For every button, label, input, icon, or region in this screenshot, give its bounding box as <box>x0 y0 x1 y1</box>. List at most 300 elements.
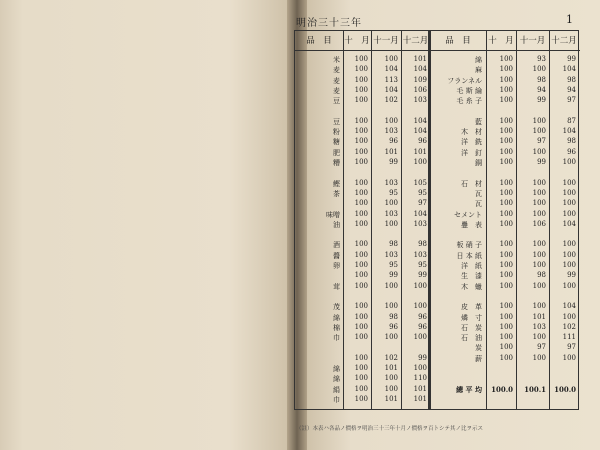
cell-oct: 100 <box>499 188 513 197</box>
cell-nov: 100 <box>532 353 546 362</box>
row-item-name: 綿 <box>333 313 340 322</box>
table-row <box>430 292 580 302</box>
cell-oct: 100 <box>354 55 368 63</box>
cell-oct: 100 <box>499 343 513 352</box>
table-row <box>295 261 430 271</box>
cell-nov: 97 <box>537 343 546 352</box>
table-row <box>430 137 580 147</box>
cell-oct: 100 <box>354 302 368 311</box>
cell-nov: 104 <box>384 85 398 94</box>
cell-oct: 100 <box>354 333 368 342</box>
cell-oct: 100 <box>499 261 513 269</box>
left-page <box>0 0 287 450</box>
cell-dec: 98 <box>567 75 576 84</box>
table-row <box>295 179 430 189</box>
row-item-name: 糟 <box>333 159 340 167</box>
table-row <box>295 385 430 395</box>
cell-nov: 100 <box>384 219 398 228</box>
cell-oct: 100 <box>354 353 368 362</box>
table-row <box>430 364 580 374</box>
table-row <box>430 117 580 127</box>
col-dec: 十二月 <box>402 36 429 46</box>
table-row <box>295 168 430 178</box>
cell-dec: 104 <box>562 302 576 311</box>
cell-dec: 100 <box>562 158 576 166</box>
col-oct: 十 月 <box>344 36 370 46</box>
cell-dec: 95 <box>418 261 427 269</box>
table-row <box>430 199 580 209</box>
cell-nov: 100.1 <box>524 384 546 394</box>
cell-nov: 101 <box>532 312 546 321</box>
row-item-name: 豆 <box>333 117 340 126</box>
row-item-name: セメント <box>454 210 482 219</box>
row-item-name: 石 炭 <box>461 323 482 332</box>
cell-dec: 100 <box>562 209 576 218</box>
row-item-name: 肥 <box>333 148 340 157</box>
cell-nov: 100 <box>532 261 546 269</box>
table-row <box>295 107 430 117</box>
table-row <box>430 65 580 75</box>
cell-dec: 103 <box>413 250 427 259</box>
table-row <box>430 271 580 281</box>
row-item-name: 瓦 <box>475 200 482 209</box>
row-item-name: 糖 <box>333 138 340 147</box>
col-nov: 十一月 <box>373 36 399 46</box>
table-row <box>295 117 430 127</box>
table-row <box>430 240 580 250</box>
cell-oct: 100 <box>354 374 368 383</box>
table-row <box>295 127 430 137</box>
cell-oct: 100 <box>354 250 368 259</box>
cell-nov: 101 <box>384 147 398 156</box>
table-row <box>295 271 430 281</box>
cell-oct: 100 <box>499 240 513 249</box>
cell-dec: 104 <box>413 65 427 74</box>
cell-dec: 100 <box>562 312 576 321</box>
cell-dec: 97 <box>567 96 576 105</box>
cell-nov: 100 <box>532 116 546 125</box>
cell-nov: 100 <box>532 240 546 249</box>
cell-nov: 99 <box>389 271 398 280</box>
table-row <box>430 354 580 364</box>
row-item-name: 綿 <box>333 365 340 373</box>
cell-dec: 100 <box>562 199 576 208</box>
table-row <box>430 220 580 230</box>
table-row <box>430 302 580 312</box>
cell-oct: 100 <box>499 96 513 105</box>
cell-nov: 100 <box>384 384 398 393</box>
cell-dec: 98 <box>418 240 427 249</box>
cell-oct: 100 <box>499 312 513 321</box>
cell-oct: 100 <box>354 147 368 156</box>
col-oct: 十 月 <box>488 36 514 46</box>
row-item-name: 銅 <box>475 159 482 167</box>
cell-dec: 99 <box>567 55 576 63</box>
cell-oct: 100 <box>499 199 513 208</box>
cell-oct: 100 <box>354 116 368 125</box>
col-nov: 十一月 <box>519 36 546 46</box>
cell-dec: 104 <box>413 116 427 125</box>
cell-nov: 100 <box>384 281 398 290</box>
row-item-name: 洋 釘 <box>461 148 482 157</box>
cell-dec: 87 <box>567 116 576 125</box>
table-row <box>295 65 430 75</box>
cell-dec: 96 <box>418 137 427 146</box>
cell-dec: 100 <box>562 250 576 259</box>
table-row <box>430 343 580 353</box>
cell-dec: 100 <box>562 188 576 197</box>
row-item-name: 茸 <box>333 282 340 291</box>
cell-dec: 102 <box>562 322 576 331</box>
cell-dec: 99 <box>418 271 427 280</box>
cell-dec: 104 <box>413 209 427 218</box>
cell-oct: 100 <box>354 281 368 290</box>
cell-nov: 100 <box>532 302 546 311</box>
table-row <box>295 302 430 312</box>
cell-nov: 103 <box>532 322 546 331</box>
table-row <box>295 313 430 323</box>
table-row <box>430 251 580 261</box>
cell-nov: 100 <box>532 127 546 136</box>
cell-nov: 99 <box>389 158 398 166</box>
cell-nov: 95 <box>389 188 398 197</box>
row-item-name: 石 油 <box>461 334 482 343</box>
cell-oct: 100 <box>499 209 513 218</box>
cell-oct: 100 <box>499 250 513 259</box>
row-item-name: 綿 <box>475 56 482 64</box>
row-item-name: 木 蠟 <box>461 282 482 291</box>
row-item-name: 絹 <box>333 385 340 394</box>
table-row <box>430 323 580 333</box>
cell-dec: 96 <box>418 322 427 331</box>
cell-dec: 100 <box>413 302 427 311</box>
cell-oct: 100 <box>499 281 513 290</box>
cell-oct: 100 <box>354 127 368 136</box>
cell-nov: 96 <box>389 137 398 146</box>
cell-oct: 100 <box>499 271 513 280</box>
cell-oct: 100 <box>354 261 368 269</box>
row-item-name: 石 材 <box>461 179 482 188</box>
cell-dec: 94 <box>567 85 576 94</box>
cell-nov: 104 <box>384 65 398 74</box>
cell-nov: 97 <box>537 137 546 146</box>
cell-nov: 93 <box>537 55 546 63</box>
table-row <box>295 323 430 333</box>
row-item-name: 藍 <box>475 117 482 126</box>
row-item-name: 米 <box>333 56 340 64</box>
table-row <box>430 158 580 168</box>
cell-oct: 100 <box>499 322 513 331</box>
row-item-name: 巾 <box>333 395 340 404</box>
table-row <box>295 158 430 168</box>
table-row <box>295 374 430 384</box>
row-item-name: 卵 <box>333 262 340 270</box>
cell-oct: 100 <box>354 178 368 187</box>
cell-oct: 100 <box>499 333 513 342</box>
cell-dec: 105 <box>413 178 427 187</box>
table-row <box>295 292 430 302</box>
cell-nov: 101 <box>384 394 398 403</box>
row-item-name: 瓦 <box>475 189 482 198</box>
cell-oct: 100 <box>354 158 368 166</box>
cell-nov: 98 <box>537 271 546 280</box>
table-row <box>430 127 580 137</box>
table-row <box>295 282 430 292</box>
cell-dec: 99 <box>418 353 427 362</box>
row-item-name: 燐 寸 <box>461 313 482 322</box>
row-item-name: 麦 <box>333 76 340 85</box>
row-item-name: 毛 斯 綸 <box>456 86 482 95</box>
cell-nov: 106 <box>532 219 546 228</box>
table-header-right <box>430 31 580 51</box>
cell-oct: 100 <box>354 240 368 249</box>
cell-dec: 100 <box>562 240 576 249</box>
cell-nov: 100 <box>532 65 546 74</box>
table-row <box>430 96 580 106</box>
table-row <box>430 374 580 384</box>
row-item-name: 總 平 均 <box>456 384 482 394</box>
cell-nov: 96 <box>389 322 398 331</box>
cell-dec: 100.0 <box>554 384 576 394</box>
cell-nov: 103 <box>384 250 398 259</box>
cell-dec: 109 <box>413 75 427 84</box>
price-table-right <box>429 30 579 410</box>
table-row <box>295 230 430 240</box>
table-row <box>430 282 580 292</box>
cell-dec: 104 <box>562 127 576 136</box>
row-item-name: 酒 <box>333 241 340 250</box>
table-row <box>295 189 430 199</box>
cell-nov: 98 <box>537 75 546 84</box>
cell-nov: 100 <box>532 147 546 156</box>
cell-dec: 103 <box>413 96 427 105</box>
row-item-name: 生 漆 <box>461 272 482 281</box>
cell-dec: 106 <box>413 85 427 94</box>
table-row <box>295 354 430 364</box>
page-number: 1 <box>566 13 573 26</box>
table-row <box>295 240 430 250</box>
cell-dec: 100 <box>413 333 427 342</box>
cell-dec: 100 <box>413 281 427 290</box>
cell-dec: 100 <box>413 158 427 166</box>
row-item-name: 皮 革 <box>461 303 482 312</box>
row-item-name: 鰹 <box>333 179 340 188</box>
cell-dec: 96 <box>567 147 576 156</box>
cell-dec: 110 <box>413 374 427 383</box>
cell-nov: 100 <box>384 333 398 342</box>
table-row <box>430 76 580 86</box>
cell-nov: 98 <box>389 312 398 321</box>
cell-dec: 99 <box>567 271 576 280</box>
cell-nov: 100 <box>384 302 398 311</box>
table-row <box>430 107 580 117</box>
table-row <box>295 251 430 261</box>
cell-nov: 101 <box>384 364 398 372</box>
cell-oct: 100 <box>499 178 513 187</box>
cell-nov: 113 <box>384 75 398 84</box>
cell-nov: 98 <box>389 240 398 249</box>
table-row <box>295 364 430 374</box>
cell-oct: 100 <box>499 219 513 228</box>
cell-oct: 100 <box>499 302 513 311</box>
table-row <box>430 230 580 240</box>
row-item-name: 洋 銑 <box>461 138 482 147</box>
cell-nov: 100 <box>532 333 546 342</box>
cell-oct: 100 <box>354 364 368 372</box>
cell-nov: 100 <box>532 199 546 208</box>
cell-oct: 100 <box>354 209 368 218</box>
cell-oct: 100 <box>354 75 368 84</box>
cell-dec: 104 <box>413 127 427 136</box>
row-item-name: 粉 <box>333 128 340 137</box>
cell-dec: 101 <box>413 55 427 63</box>
table-row <box>430 148 580 158</box>
table-row <box>295 199 430 209</box>
cell-oct: 100 <box>354 219 368 228</box>
cell-oct: 100 <box>354 322 368 331</box>
cell-oct: 100 <box>354 384 368 393</box>
table-row <box>295 55 430 65</box>
table-row <box>295 86 430 96</box>
table-row <box>295 148 430 158</box>
cell-oct: 100 <box>354 394 368 403</box>
cell-nov: 100 <box>532 178 546 187</box>
cell-oct: 100 <box>499 85 513 94</box>
col-dec: 十二月 <box>551 36 577 46</box>
cell-nov: 103 <box>384 209 398 218</box>
row-item-name: 棉 <box>333 323 340 332</box>
cell-oct: 100 <box>499 147 513 156</box>
row-item-name: 茶 <box>333 189 340 198</box>
cell-nov: 100 <box>384 55 398 63</box>
table-row <box>430 313 580 323</box>
table-row <box>430 189 580 199</box>
cell-dec: 101 <box>413 394 427 403</box>
cell-nov: 100 <box>384 199 398 208</box>
cell-oct: 100 <box>354 271 368 280</box>
cell-nov: 99 <box>537 96 546 105</box>
cell-nov: 100 <box>384 374 398 383</box>
cell-oct: 100 <box>354 96 368 105</box>
cell-nov: 100 <box>532 281 546 290</box>
cell-nov: 102 <box>384 353 398 362</box>
table-row <box>430 179 580 189</box>
row-item-name: 巾 <box>333 334 340 343</box>
table-row <box>430 86 580 96</box>
row-item-name: 日 本 紙 <box>456 251 482 260</box>
cell-oct: 100 <box>499 65 513 74</box>
cell-oct: 100.0 <box>491 384 513 394</box>
cell-dec: 95 <box>418 188 427 197</box>
cell-nov: 100 <box>532 188 546 197</box>
row-item-name: 毛 糸 子 <box>456 97 482 106</box>
cell-dec: 104 <box>562 219 576 228</box>
table-header-left <box>295 31 430 51</box>
cell-dec: 100 <box>562 178 576 187</box>
row-item-name: 板 硝 子 <box>456 241 482 250</box>
table-row <box>430 210 580 220</box>
page-header-title: 明治三十三年 <box>296 18 362 29</box>
cell-dec: 96 <box>418 312 427 321</box>
table-row <box>295 343 430 353</box>
table-row <box>430 385 580 395</box>
cell-dec: 101 <box>413 384 427 393</box>
row-item-name: 麦 <box>333 86 340 95</box>
row-item-name: 薪 <box>475 354 482 363</box>
cell-dec: 103 <box>413 219 427 228</box>
cell-nov: 100 <box>532 209 546 218</box>
cell-dec: 100 <box>562 281 576 290</box>
cell-dec: 100 <box>413 364 427 372</box>
cell-oct: 100 <box>499 116 513 125</box>
row-item-name: 味噌 <box>326 210 340 219</box>
cell-dec: 101 <box>413 147 427 156</box>
row-item-name: 洋 紙 <box>461 262 482 270</box>
cell-nov: 95 <box>389 261 398 269</box>
cell-dec: 100 <box>562 261 576 269</box>
table-row <box>430 55 580 65</box>
cell-oct: 100 <box>354 312 368 321</box>
cell-oct: 100 <box>499 55 513 63</box>
cell-nov: 102 <box>384 96 398 105</box>
cell-oct: 100 <box>499 353 513 362</box>
cell-dec: 97 <box>418 199 427 208</box>
cell-oct: 100 <box>354 199 368 208</box>
footnote: （註）本表ハ各品ノ價格ヲ明治三十三年十月ノ價格ヲ百トシテ其ノ比ヲ示ス <box>296 426 484 432</box>
row-item-name: フランネル <box>447 76 482 85</box>
row-item-name: 油 <box>333 220 340 229</box>
cell-nov: 99 <box>537 158 546 166</box>
row-item-name: 麦 <box>333 66 340 75</box>
table-row <box>295 395 430 405</box>
cell-dec: 111 <box>562 333 576 342</box>
col-item: 品 目 <box>306 36 332 46</box>
table-row <box>295 96 430 106</box>
table-row <box>430 261 580 271</box>
cell-dec: 104 <box>562 65 576 74</box>
cell-oct: 100 <box>499 75 513 84</box>
row-item-name: 綿 <box>333 375 340 384</box>
cell-oct: 100 <box>354 65 368 74</box>
table-row <box>295 137 430 147</box>
cell-nov: 103 <box>384 127 398 136</box>
cell-dec: 100 <box>562 353 576 362</box>
row-item-name: 茂 <box>333 303 340 312</box>
row-item-name: 炭 <box>475 344 482 353</box>
cell-nov: 103 <box>384 178 398 187</box>
table-row <box>430 333 580 343</box>
col-item: 品 目 <box>445 36 471 46</box>
cell-nov: 100 <box>384 116 398 125</box>
cell-nov: 94 <box>537 85 546 94</box>
table-row <box>430 168 580 178</box>
cell-oct: 100 <box>354 188 368 197</box>
row-item-name: 疊 表 <box>461 220 482 229</box>
cell-oct: 100 <box>499 137 513 146</box>
table-row <box>295 333 430 343</box>
cell-oct: 100 <box>499 127 513 136</box>
price-table-left <box>294 30 429 410</box>
table-row <box>295 76 430 86</box>
cell-dec: 98 <box>567 137 576 146</box>
cell-oct: 100 <box>354 137 368 146</box>
row-item-name: 麻 <box>475 66 482 75</box>
cell-oct: 100 <box>354 85 368 94</box>
cell-dec: 97 <box>567 343 576 352</box>
row-item-name: 豆 <box>333 97 340 106</box>
row-item-name: 醬 <box>333 251 340 260</box>
table-row <box>295 210 430 220</box>
